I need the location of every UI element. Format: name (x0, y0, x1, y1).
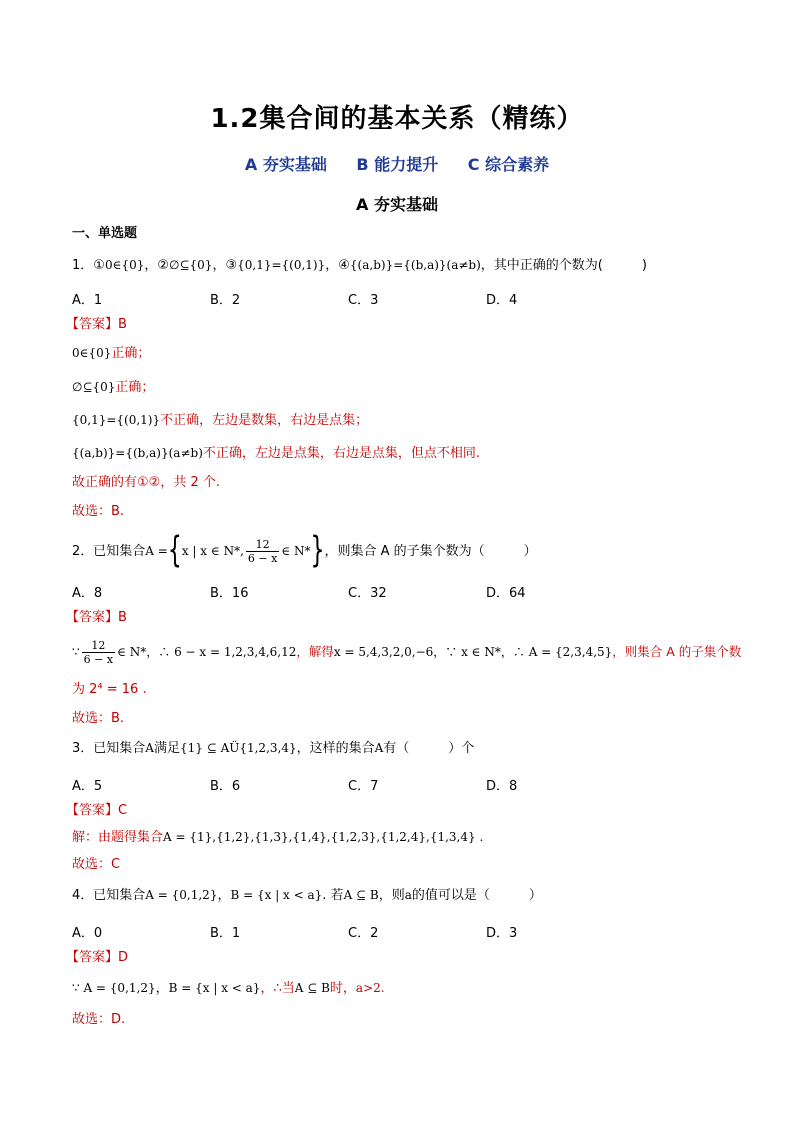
q3-answer (66, 802, 127, 820)
expl-text: ，∴当 (260, 981, 295, 996)
q4-sep: ， (217, 888, 231, 903)
q1-number: 1． (72, 258, 94, 273)
part-heading: 一、单选题 (72, 226, 138, 241)
q1-circle-2: ② (157, 258, 170, 273)
expl-text: 不正确，左边是数集，右边是点集； (160, 413, 369, 428)
q3-select (72, 856, 120, 874)
q2-number: 2． (72, 544, 94, 559)
math: ，∵ x ∈ N*，∴ A = {2,3,4,5} (433, 645, 613, 659)
answer-value: B (118, 317, 127, 332)
q2-option-a: A．8 (72, 586, 103, 601)
q1-expl-4 (72, 444, 480, 463)
select-text: 故选：B. (72, 711, 125, 726)
q1-answer (66, 316, 127, 334)
q1-sep-3: ， (325, 258, 339, 273)
q2-option-c: C．32 (348, 586, 387, 601)
brace-right-icon: } (310, 531, 325, 572)
expl-text: 时， (329, 981, 356, 996)
q2-option-d: D．64 (486, 586, 526, 601)
section-heading: A 夯实基础 (356, 195, 438, 214)
expl-text: ，共 2 个. (160, 475, 220, 490)
q3-option-d: D．8 (486, 779, 518, 794)
math: {0,1}={(0,1)} (72, 413, 161, 427)
q4-mid: . 若 (322, 888, 344, 903)
math: {(a,b)}={(b,a)}(a≠b) (72, 446, 203, 460)
nav-item-a: A 夯实基础 (244, 155, 327, 174)
math: a>2. (355, 981, 385, 995)
q1-expr-2: ∅⊆{0} (169, 258, 213, 272)
answer-value: B (118, 610, 127, 625)
q1-expr-1: 0∈{0} (104, 258, 145, 272)
q1-expr-4: {(a,b)}={(b,a)}(a≠b) (349, 258, 481, 272)
q2-set-tail: ∈ N* (281, 544, 311, 558)
math: A ⊆ B (294, 981, 330, 995)
q1-sep-2: ， (212, 258, 226, 273)
q3-lead: 已知集合 (93, 741, 146, 756)
q2-option-b: B．16 (210, 586, 249, 601)
q1-circle-3: ③ (225, 258, 238, 273)
because-symbol: ∵ (72, 645, 80, 659)
q4-stem (72, 886, 542, 905)
expl-text: ，则集合 A 的子集个数 (612, 644, 742, 659)
q2-sol-fraction (82, 639, 115, 666)
q4-tail: ，则 (378, 888, 405, 903)
q3-number: 3． (72, 741, 94, 756)
q2-solution-2: 为 2⁴ = 16 . (72, 682, 147, 697)
q2-solution-1 (72, 639, 741, 666)
select-text: 故选：C (72, 857, 121, 872)
q2-select (72, 710, 124, 728)
q4-tail-2: 的值可以是（ ） (411, 888, 542, 903)
q1-expl-5 (72, 474, 220, 492)
answer-label: 【答案】 (66, 950, 119, 965)
answer-value: C (118, 803, 128, 818)
answer-value: D (118, 950, 129, 965)
frac-den: 6 − x (83, 653, 114, 666)
select-text: 故选：B. (72, 504, 125, 519)
q4-lead: 已知集合 (93, 888, 146, 903)
q4-option-b: B．1 (210, 926, 241, 941)
q1-option-b: B．2 (210, 293, 241, 308)
q1-stem (72, 256, 647, 275)
math: A (374, 741, 384, 755)
brace-left-icon: { (167, 531, 182, 572)
q2-set-body: x | x ∈ N*, (181, 544, 244, 558)
math: a (404, 888, 412, 902)
q3-tail-1: ，这样的集合 (296, 741, 375, 756)
q1-expl-3 (72, 411, 368, 430)
answer-label: 【答案】 (66, 317, 119, 332)
expl-circles: ①② (137, 475, 161, 490)
math: x = 5,4,3,2,0,−6 (333, 645, 434, 659)
q2-lead: 已知集合 (93, 544, 146, 559)
q2-answer (66, 609, 127, 627)
answer-label: 【答案】 (66, 803, 119, 818)
math: ∵ A = {0,1,2} (72, 981, 156, 995)
q1-circle-4: ④ (338, 258, 350, 273)
expl-text: 正确； (111, 346, 151, 361)
q4-option-c: C．2 (348, 926, 379, 941)
math: A (145, 741, 154, 755)
select-text: 故选：D. (72, 1012, 126, 1027)
q1-expl-1 (72, 344, 150, 363)
expl-text: 解：由题得集合 (72, 830, 164, 845)
q1-tail: ，其中正确的个数为( ) (480, 258, 647, 273)
nav-item-b: B 能力提升 (356, 155, 439, 174)
math: ∅⊆{0} (72, 380, 116, 394)
math: 0∈{0} (72, 346, 112, 360)
q2-fraction (246, 538, 279, 565)
math: A = {1},{1,2},{1,3},{1,4},{1,2,3},{1,2,4},{1,3,4} . (163, 830, 484, 844)
q4-answer (66, 949, 128, 967)
q1-circle-1: ① (93, 258, 105, 273)
q3-tail-2: 有（ ）个 (383, 741, 475, 756)
q1-option-c: C．3 (348, 293, 379, 308)
q1-select (72, 503, 124, 521)
math: {1} ⊆ AÜ{1,2,3,4} (179, 741, 297, 755)
q1-expl-2 (72, 378, 154, 397)
q4-select (72, 1011, 125, 1029)
level-nav (0, 152, 794, 175)
math: ∈ N*，∴ 6 − x = 1,2,3,4,6,12 (117, 645, 297, 659)
q3-option-c: C．7 (348, 779, 379, 794)
sep: ， (155, 981, 169, 996)
math: B = {x | x < a} (168, 981, 261, 995)
expl-text: 正确； (115, 380, 155, 395)
page-title: 1.2集合间的基本关系（精练） (210, 104, 584, 134)
math: B = {x | x < a} (230, 888, 323, 902)
frac-num: 12 (82, 639, 115, 653)
q4-solution (72, 979, 385, 998)
q3-stem (72, 739, 474, 758)
q2-tail: ，则集合 A 的子集个数为（ ） (324, 544, 537, 559)
q1-option-d: D．4 (486, 293, 518, 308)
math: A ⊆ B (343, 888, 379, 902)
expl-text: 故正确的有 (72, 475, 138, 490)
q3-option-a: A．5 (72, 779, 103, 794)
expl-text: 不正确，左边是点集，右边是点集，但点不相同. (202, 446, 481, 461)
nav-item-c: C 综合素养 (467, 155, 550, 174)
frac-num: 12 (246, 538, 279, 552)
q3-mid: 满足 (153, 741, 180, 756)
expl-text: ，解得 (296, 644, 334, 659)
q4-option-a: A．0 (72, 926, 103, 941)
frac-den: 6 − x (247, 552, 278, 565)
q3-option-b: B．6 (210, 779, 241, 794)
q4-option-d: D．3 (486, 926, 518, 941)
q1-expr-3: {0,1}={(0,1)} (237, 258, 326, 272)
q2-set-name: A = (145, 544, 168, 558)
math: A = {0,1,2} (145, 888, 218, 902)
q3-solution (72, 828, 483, 847)
q1-sep-1: ， (144, 258, 158, 273)
q1-option-a: A．1 (72, 293, 103, 308)
q2-stem (72, 531, 537, 572)
q4-number: 4． (72, 888, 94, 903)
answer-label: 【答案】 (66, 610, 119, 625)
